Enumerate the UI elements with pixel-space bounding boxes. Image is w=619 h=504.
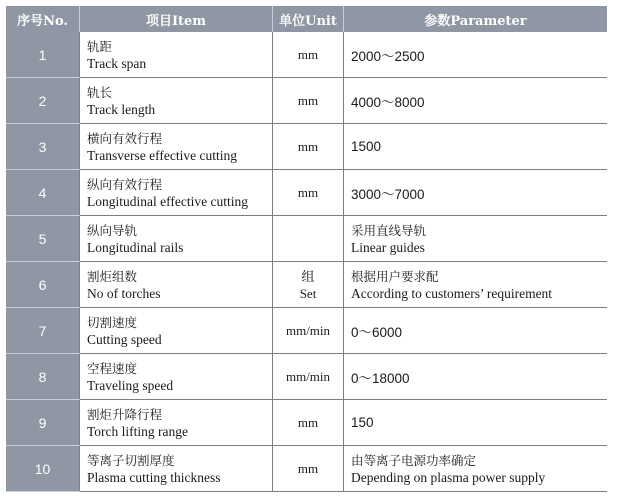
item-en: Longitudinal rails — [87, 239, 184, 255]
table-row — [6, 170, 607, 216]
row-number: 4 — [6, 170, 80, 216]
unit-cell — [273, 446, 344, 492]
unit-value: mm/min — [285, 369, 331, 384]
row-number: 8 — [6, 354, 80, 400]
item-en: Track span — [87, 55, 147, 71]
table-body — [6, 32, 607, 492]
item-cell — [80, 124, 273, 170]
param-zh: 采用直线导轨 — [351, 222, 427, 238]
param-value: 1500 — [351, 139, 382, 154]
unit-cell — [273, 262, 344, 308]
item-cell — [80, 262, 273, 308]
header-unit: 单位Unit — [273, 6, 344, 32]
param-cell — [344, 262, 608, 308]
param-en: Depending on plasma power supply — [351, 469, 546, 485]
item-cell — [80, 308, 273, 354]
unit-cell — [273, 308, 344, 354]
param-cell — [344, 32, 608, 78]
row-number: 2 — [6, 78, 80, 124]
table-row — [6, 216, 607, 262]
item-en: Longitudinal effective cutting — [87, 193, 248, 209]
param-cell — [344, 354, 608, 400]
item-zh: 割炬组数 — [87, 268, 138, 284]
unit-value: mm — [297, 461, 319, 476]
item-en: Torch lifting range — [87, 423, 189, 439]
unit-value: 组 — [301, 268, 315, 284]
unit-value: mm — [297, 139, 319, 154]
param-value: 0～18000 — [351, 370, 410, 386]
item-cell — [80, 400, 273, 446]
item-cell — [80, 354, 273, 400]
param-zh: 由等离子电源功率确定 — [351, 452, 477, 468]
item-zh: 切割速度 — [87, 314, 138, 330]
param-en: According to customers’ requirement — [351, 285, 553, 301]
param-value: 4000～8000 — [351, 94, 425, 110]
item-cell — [80, 216, 273, 262]
unit-value: mm — [297, 47, 319, 62]
param-cell — [344, 446, 608, 492]
item-cell — [80, 78, 273, 124]
row-number: 10 — [6, 446, 80, 492]
param-cell — [344, 308, 608, 354]
param-cell — [344, 216, 608, 262]
item-en: Traveling speed — [87, 377, 174, 393]
unit-cell — [273, 78, 344, 124]
unit-value-en: Set — [299, 285, 317, 301]
unit-value: mm — [297, 415, 319, 430]
item-zh: 纵向导轨 — [87, 222, 138, 238]
item-zh: 横向有效行程 — [87, 130, 163, 146]
item-zh: 等离子切割厚度 — [87, 452, 175, 468]
item-zh: 轨长 — [87, 84, 113, 100]
table-row — [6, 308, 607, 354]
param-value: 150 — [351, 415, 374, 430]
item-cell — [80, 170, 273, 216]
table-row — [6, 400, 607, 446]
table-row — [6, 262, 607, 308]
unit-cell — [273, 32, 344, 78]
item-cell — [80, 446, 273, 492]
unit-cell — [273, 216, 344, 262]
unit-value: mm/min — [285, 323, 331, 338]
param-value: 3000～7000 — [351, 186, 425, 202]
row-number: 1 — [6, 32, 80, 78]
item-zh: 纵向有效行程 — [87, 176, 163, 192]
unit-cell — [273, 354, 344, 400]
item-en: Cutting speed — [87, 331, 162, 347]
table-row — [6, 354, 607, 400]
row-number: 7 — [6, 308, 80, 354]
spec-table — [6, 6, 607, 492]
unit-cell — [273, 124, 344, 170]
item-en: Plasma cutting thickness — [87, 469, 221, 485]
header-item: 项目Item — [80, 6, 273, 32]
param-value: 2000～2500 — [351, 48, 425, 64]
param-cell — [344, 124, 608, 170]
row-number: 3 — [6, 124, 80, 170]
param-value: 0～6000 — [351, 324, 403, 340]
table-row — [6, 78, 607, 124]
param-cell — [344, 78, 608, 124]
param-cell — [344, 170, 608, 216]
unit-value: mm — [297, 185, 319, 200]
table-row — [6, 446, 607, 492]
row-number: 9 — [6, 400, 80, 446]
item-zh: 轨距 — [87, 38, 113, 54]
item-zh: 割炬升降行程 — [87, 406, 163, 422]
table-row — [6, 124, 607, 170]
unit-cell — [273, 400, 344, 446]
param-zh: 根据用户要求配 — [351, 268, 439, 284]
row-number: 6 — [6, 262, 80, 308]
header-param: 参数Parameter — [344, 6, 608, 32]
row-number: 5 — [6, 216, 80, 262]
item-en: No of torches — [87, 285, 161, 301]
item-en: Transverse effective cutting — [87, 147, 237, 163]
item-en: Track length — [87, 101, 156, 117]
header-row — [6, 6, 607, 32]
param-cell — [344, 400, 608, 446]
table-row — [6, 32, 607, 78]
param-en: Linear guides — [351, 239, 425, 255]
header-no: 序号No. — [6, 6, 80, 32]
item-zh: 空程速度 — [87, 360, 138, 376]
item-cell — [80, 32, 273, 78]
unit-value: mm — [297, 93, 319, 108]
unit-cell — [273, 170, 344, 216]
